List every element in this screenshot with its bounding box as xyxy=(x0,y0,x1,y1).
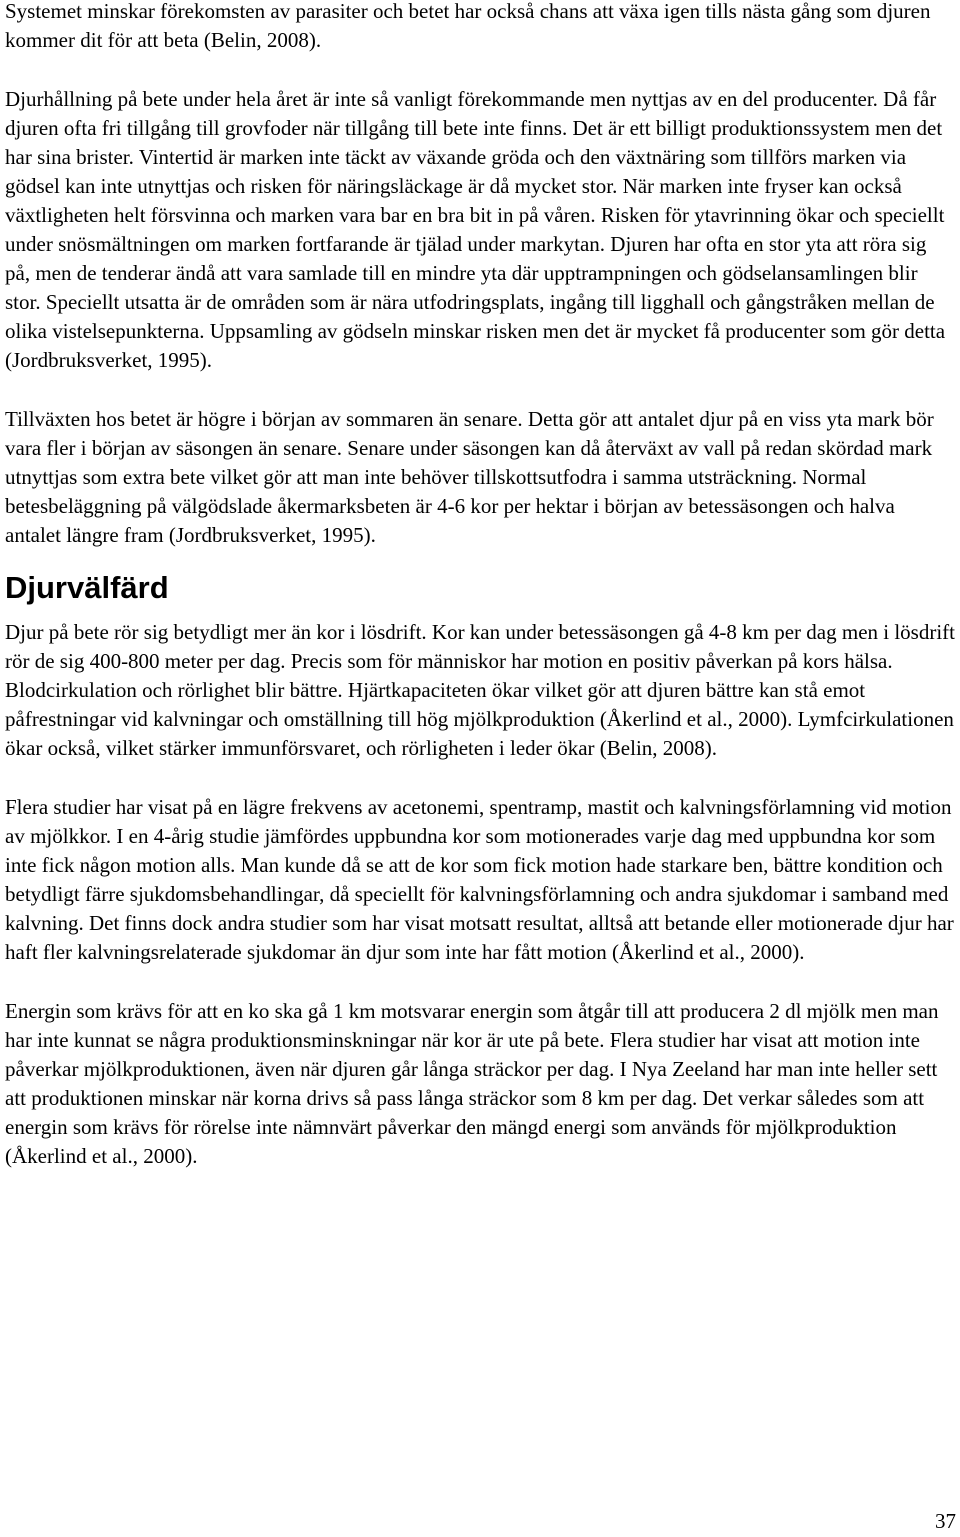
paragraph-energy-production: Energin som krävs för att en ko ska gå 1 km motsvarar energin som åtgår till att producera 2 dl mjölk men man har inte kunnat se några produktionsminskningar när kor är ute på bete. Flera studier har visat att motion inte påverkar mjölkproduktionen, även när djuren går långa sträckor per dag. I Nya Zeeland har man inte heller sett att produktionen minskar när korna drivs så pass långa sträckor som 8 km per dag. Det verkar således som att energin som krävs för rörelse inte nämnvärt påverkar den mängd energi som används för mjölkproduktion (Åkerlind et al., 2000). xyxy=(5,999,939,1168)
paragraph-studies-exercise: Flera studier har visat på en lägre frekvens av acetonemi, spentramp, mastit och kalvningsförlamning vid motion av mjölkkor. I en 4-årig studie jämfördes uppbundna kor som motionerades varje dag med uppbundna kor som inte fick någon motion alls. Man kunde då se att de kor som fick motion hade starkare ben, bättre kondition och betydligt färre sjukdomsbehandlingar, då speciellt för kalvningsförlamning och andra sjukdomar i samband med kalvning. Det finns dock andra studier som har visat motsatt resultat, alltså att betande eller motionerade djur har haft fler kalvningsrelaterade sjukdomar än djur som inte har fått motion (Åkerlind et al., 2000). xyxy=(5,795,954,964)
page-number: 37 xyxy=(935,1509,956,1533)
section-heading: Djurvälfärd xyxy=(5,570,169,605)
paragraph-exercise-health: Djur på bete rör sig betydligt mer än kor i lösdrift. Kor kan under betessäsongen gå 4-8 km per dag men i lösdrift rör de sig 400-800 meter per dag. Precis som för människor har motion en positiv påverkan på kors hälsa. Blodcirkulation och rörlighet blir bättre. Hjärtkapaciteten ökar vilket gör att djuren bättre kan stå emot påfrestningar vid kalvningar och omställning till hög mjölkproduktion (Åkerlind et al., 2000). Lymfcirkulationen ökar också, vilket stärker immunförsvaret, och rörligheten i leder ökar (Belin, 2008). xyxy=(5,620,956,760)
document-page xyxy=(5,0,955,1201)
paragraph-parasites: Systemet minskar förekomsten av parasiter och betet har också chans att växa igen tills nästa gång som djuren kommer dit för att beta (Belin, 2008). xyxy=(5,0,931,52)
paragraph-year-round-grazing: Djurhållning på bete under hela året är inte så vanligt förekommande men nyttjas av en del producenter. Då får djuren ofta fri tillgång till grovfoder när tillgång till bete inte finns. Det är ett billigt produktionssystem men det har sina brister. Vintertid är marken inte täckt av växande gröda och den växtnäring som tillförs marken via gödsel kan inte utnyttjas och risken för näringsläckage är då mycket stor. När marken inte fryser kan också växtligheten helt försvinna och marken vara bar en bra bit in på våren. Risken för ytavrinning ökar och speciellt under snösmältningen om marken fortfarande är tjälad under markytan. Djuren har ofta en stor yta att röra sig på, men de tenderar ändå att vara samlade till en mindre yta där upptrampningen och gödselansamlingen blir stor. Speciellt utsatta är de områden som är nära utfodringsplats, ingång till ligghall och gångstråken mellan de olika vistelsepunkterna. Uppsamling av gödseln minskar risken men det är mycket få producenter som gör detta (Jordbruksverket, 1995). xyxy=(5,87,946,372)
paragraph-pasture-growth: Tillväxten hos betet är högre i början av sommaren än senare. Detta gör att antalet djur på en viss yta mark bör vara fler i början av säsongen än senare. Senare under säsongen kan då återväxt av vall på redan skördad mark utnyttjas som extra bete vilket gör att man inte behöver tillskottsutfodra i samma utsträckning. Normal betesbeläggning på välgödslade åkermarksbeten är 4-6 kor per hektar i början av betessäsongen och halva antalet längre fram (Jordbruksverket, 1995). xyxy=(5,407,934,547)
